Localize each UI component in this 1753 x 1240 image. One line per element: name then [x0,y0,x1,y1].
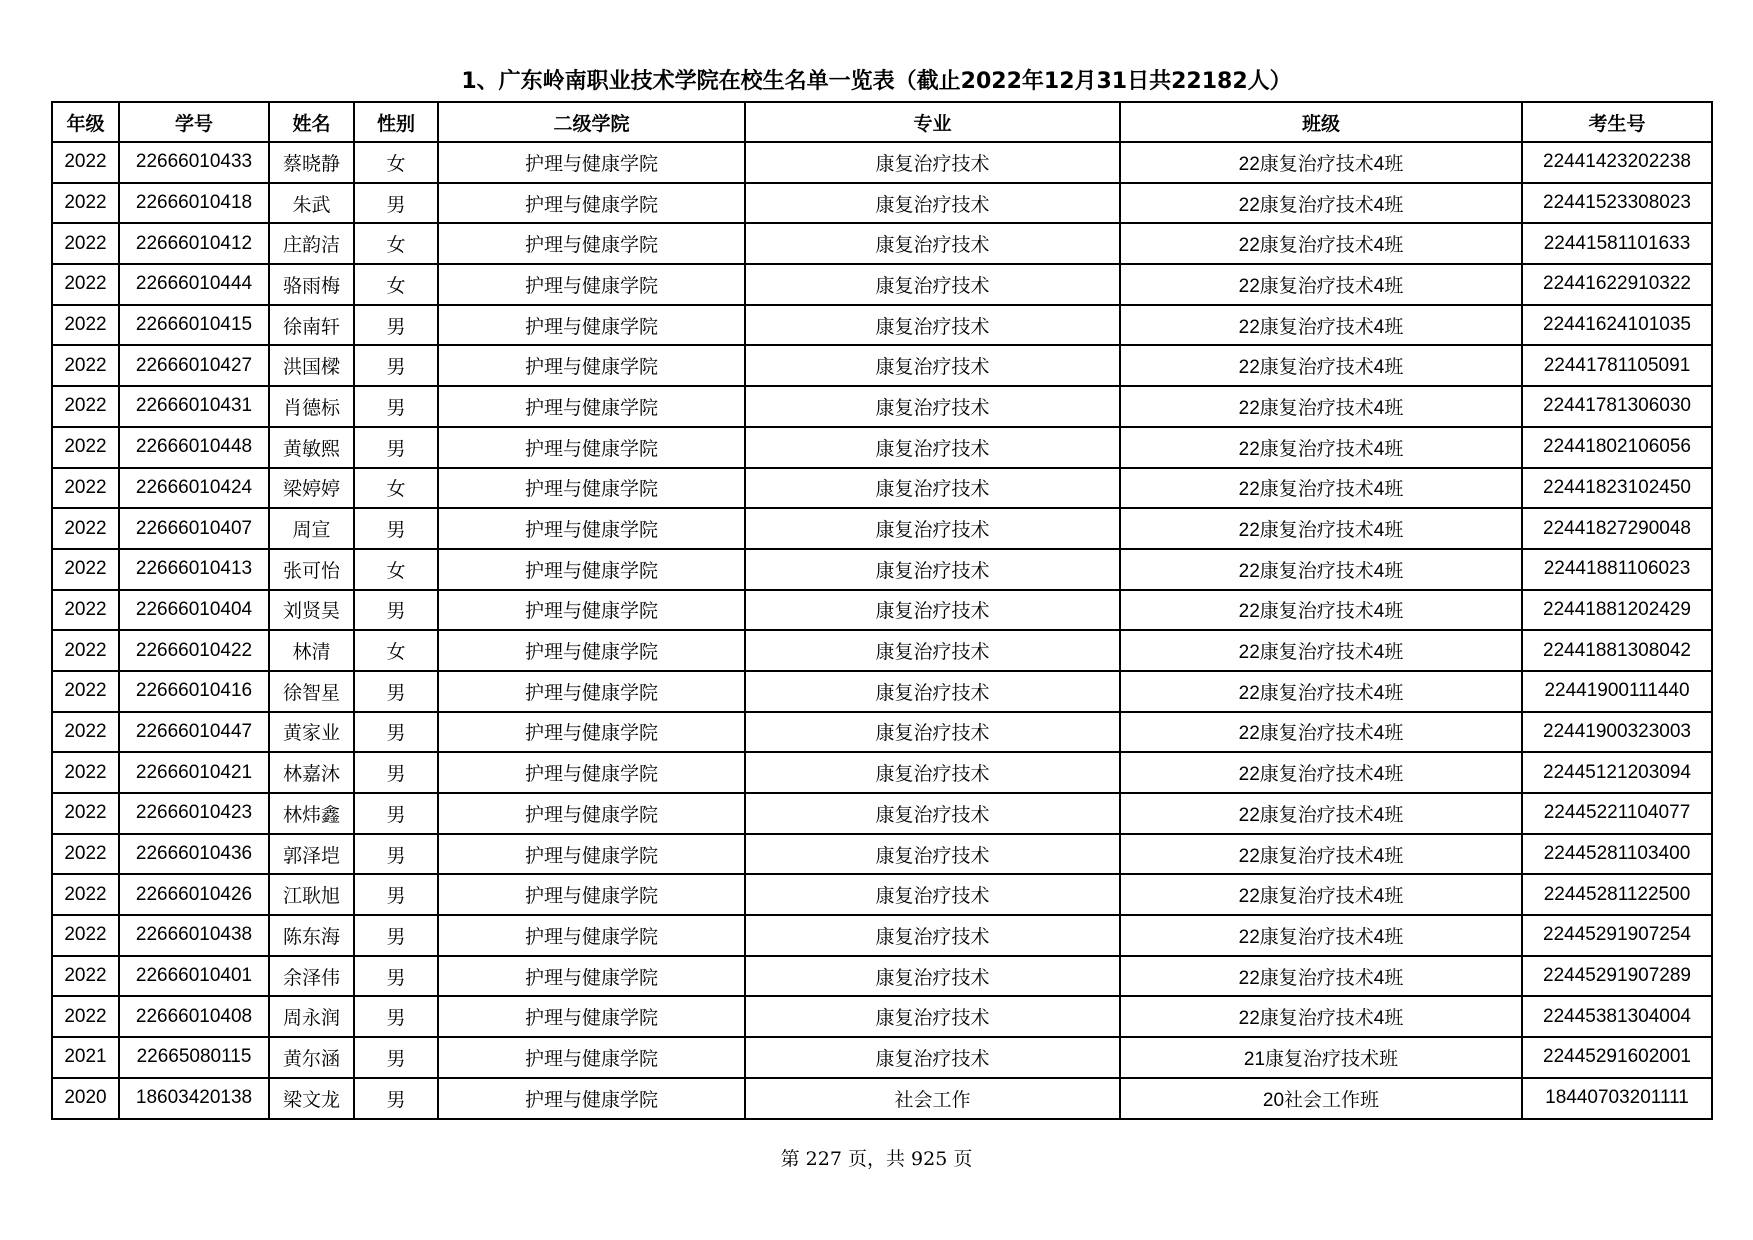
table-row [52,386,1712,427]
major-cell: 康复治疗技术 [745,996,1120,1037]
major-cell: 康复治疗技术 [745,671,1120,712]
class-cell: 22康复治疗技术4班 [1120,305,1522,346]
gender-cell: 男 [354,386,438,427]
class-cell: 22康复治疗技术4班 [1120,630,1522,671]
name-cell: 林清 [269,630,354,671]
name-cell: 林嘉沐 [269,752,354,793]
header-student-id: 学号 [119,102,269,142]
grade-cell: 2022 [52,712,119,753]
exam-number-cell: 22441781105091 [1522,345,1712,386]
name-cell: 洪国樑 [269,345,354,386]
class-cell: 22康复治疗技术4班 [1120,142,1522,183]
class-cell: 22康复治疗技术4班 [1120,345,1522,386]
major-cell: 康复治疗技术 [745,1037,1120,1078]
college-cell: 护理与健康学院 [438,345,745,386]
exam-number-cell: 18440703201111 [1522,1078,1712,1119]
table-row [52,142,1712,183]
exam-number-cell: 22441881202429 [1522,590,1712,631]
student-id-cell: 22666010444 [119,264,269,305]
grade-cell: 2022 [52,590,119,631]
student-id-cell: 22666010448 [119,427,269,468]
major-cell: 康复治疗技术 [745,793,1120,834]
college-cell: 护理与健康学院 [438,671,745,712]
gender-cell: 男 [354,956,438,997]
class-cell: 22康复治疗技术4班 [1120,793,1522,834]
student-id-cell: 18603420138 [119,1078,269,1119]
name-cell: 徐南轩 [269,305,354,346]
exam-number-cell: 22441423202238 [1522,142,1712,183]
exam-number-cell: 22441827290048 [1522,508,1712,549]
major-cell: 康复治疗技术 [745,508,1120,549]
exam-number-cell: 22441900111440 [1522,671,1712,712]
major-cell: 康复治疗技术 [745,590,1120,631]
name-cell: 徐智星 [269,671,354,712]
table-row [52,427,1712,468]
student-id-cell: 22666010423 [119,793,269,834]
name-cell: 林炜鑫 [269,793,354,834]
gender-cell: 女 [354,264,438,305]
exam-number-cell: 22445221104077 [1522,793,1712,834]
table-row [52,752,1712,793]
exam-number-cell: 22441781306030 [1522,386,1712,427]
college-cell: 护理与健康学院 [438,712,745,753]
college-cell: 护理与健康学院 [438,508,745,549]
header-major: 专业 [745,102,1120,142]
college-cell: 护理与健康学院 [438,183,745,224]
gender-cell: 男 [354,793,438,834]
table-row [52,956,1712,997]
exam-number-cell: 22441881308042 [1522,630,1712,671]
class-cell: 22康复治疗技术4班 [1120,183,1522,224]
name-cell: 梁婷婷 [269,468,354,509]
class-cell: 22康复治疗技术4班 [1120,752,1522,793]
gender-cell: 男 [354,1078,438,1119]
gender-cell: 女 [354,468,438,509]
table-row [52,712,1712,753]
exam-number-cell: 22441881106023 [1522,549,1712,590]
table-row [52,793,1712,834]
student-id-cell: 22666010404 [119,590,269,631]
class-cell: 22康复治疗技术4班 [1120,386,1522,427]
gender-cell: 男 [354,1037,438,1078]
name-cell: 肖德标 [269,386,354,427]
student-id-cell: 22666010438 [119,915,269,956]
name-cell: 周宣 [269,508,354,549]
gender-cell: 男 [354,834,438,875]
grade-cell: 2022 [52,345,119,386]
major-cell: 康复治疗技术 [745,305,1120,346]
page-footer: 第 227 页，共 925 页 [780,1148,973,1170]
exam-number-cell: 22445291602001 [1522,1037,1712,1078]
student-id-cell: 22666010416 [119,671,269,712]
college-cell: 护理与健康学院 [438,549,745,590]
document-title: 1、广东岭南职业技术学院在校生名单一览表（截止2022年12月31日共22182人） [461,69,1292,94]
exam-number-cell: 22445381304004 [1522,996,1712,1037]
major-cell: 康复治疗技术 [745,345,1120,386]
table-row [52,834,1712,875]
student-id-cell: 22666010431 [119,386,269,427]
gender-cell: 男 [354,345,438,386]
major-cell: 康复治疗技术 [745,752,1120,793]
college-cell: 护理与健康学院 [438,1078,745,1119]
student-id-cell: 22666010401 [119,956,269,997]
major-cell: 社会工作 [745,1078,1120,1119]
college-cell: 护理与健康学院 [438,142,745,183]
exam-number-cell: 22445281122500 [1522,874,1712,915]
exam-number-cell: 22441900323003 [1522,712,1712,753]
gender-cell: 男 [354,671,438,712]
grade-cell: 2022 [52,834,119,875]
name-cell: 陈东海 [269,915,354,956]
student-id-cell: 22666010408 [119,996,269,1037]
class-cell: 22康复治疗技术4班 [1120,264,1522,305]
gender-cell: 男 [354,183,438,224]
grade-cell: 2022 [52,874,119,915]
name-cell: 骆雨梅 [269,264,354,305]
table-row [52,508,1712,549]
grade-cell: 2022 [52,996,119,1037]
name-cell: 蔡晓静 [269,142,354,183]
college-cell: 护理与健康学院 [438,223,745,264]
gender-cell: 女 [354,549,438,590]
class-cell: 22康复治疗技术4班 [1120,712,1522,753]
grade-cell: 2021 [52,1037,119,1078]
name-cell: 黄尔涵 [269,1037,354,1078]
class-cell: 21康复治疗技术班 [1120,1037,1522,1078]
name-cell: 朱武 [269,183,354,224]
gender-cell: 男 [354,996,438,1037]
gender-cell: 女 [354,630,438,671]
student-id-cell: 22666010426 [119,874,269,915]
grade-cell: 2022 [52,427,119,468]
class-cell: 22康复治疗技术4班 [1120,671,1522,712]
college-cell: 护理与健康学院 [438,834,745,875]
major-cell: 康复治疗技术 [745,834,1120,875]
grade-cell: 2022 [52,142,119,183]
college-cell: 护理与健康学院 [438,752,745,793]
college-cell: 护理与健康学院 [438,468,745,509]
class-cell: 22康复治疗技术4班 [1120,549,1522,590]
student-id-cell: 22666010427 [119,345,269,386]
gender-cell: 男 [354,305,438,346]
grade-cell: 2022 [52,630,119,671]
header-grade: 年级 [52,102,119,142]
student-id-cell: 22666010418 [119,183,269,224]
header-class: 班级 [1120,102,1522,142]
table-row [52,345,1712,386]
student-id-cell: 22666010407 [119,508,269,549]
college-cell: 护理与健康学院 [438,264,745,305]
header-gender: 性别 [354,102,438,142]
grade-cell: 2020 [52,1078,119,1119]
gender-cell: 男 [354,874,438,915]
gender-cell: 男 [354,427,438,468]
student-id-cell: 22666010424 [119,468,269,509]
grade-cell: 2022 [52,305,119,346]
exam-number-cell: 22445121203094 [1522,752,1712,793]
gender-cell: 男 [354,508,438,549]
table-row [52,305,1712,346]
grade-cell: 2022 [52,508,119,549]
major-cell: 康复治疗技术 [745,712,1120,753]
college-cell: 护理与健康学院 [438,874,745,915]
name-cell: 刘贤昊 [269,590,354,631]
college-cell: 护理与健康学院 [438,386,745,427]
class-cell: 22康复治疗技术4班 [1120,427,1522,468]
table-row [52,183,1712,224]
grade-cell: 2022 [52,671,119,712]
gender-cell: 男 [354,752,438,793]
grade-cell: 2022 [52,183,119,224]
gender-cell: 男 [354,915,438,956]
college-cell: 护理与健康学院 [438,1037,745,1078]
name-cell: 黄敏熙 [269,427,354,468]
major-cell: 康复治疗技术 [745,468,1120,509]
student-id-cell: 22666010421 [119,752,269,793]
gender-cell: 女 [354,142,438,183]
student-id-cell: 22666010433 [119,142,269,183]
header-name: 姓名 [269,102,354,142]
table-row [52,549,1712,590]
student-id-cell: 22666010412 [119,223,269,264]
class-cell: 22康复治疗技术4班 [1120,956,1522,997]
class-cell: 22康复治疗技术4班 [1120,590,1522,631]
gender-cell: 男 [354,712,438,753]
table-row [52,996,1712,1037]
class-cell: 22康复治疗技术4班 [1120,508,1522,549]
table-row [52,468,1712,509]
header-college: 二级学院 [438,102,745,142]
class-cell: 20社会工作班 [1120,1078,1522,1119]
exam-number-cell: 22445291907289 [1522,956,1712,997]
college-cell: 护理与健康学院 [438,305,745,346]
exam-number-cell: 22441523308023 [1522,183,1712,224]
name-cell: 张可怡 [269,549,354,590]
major-cell: 康复治疗技术 [745,549,1120,590]
header-exam-number: 考生号 [1522,102,1712,142]
college-cell: 护理与健康学院 [438,915,745,956]
class-cell: 22康复治疗技术4班 [1120,915,1522,956]
grade-cell: 2022 [52,223,119,264]
name-cell: 梁文龙 [269,1078,354,1119]
college-cell: 护理与健康学院 [438,793,745,834]
college-cell: 护理与健康学院 [438,630,745,671]
grade-cell: 2022 [52,793,119,834]
exam-number-cell: 22441802106056 [1522,427,1712,468]
college-cell: 护理与健康学院 [438,427,745,468]
class-cell: 22康复治疗技术4班 [1120,874,1522,915]
gender-cell: 女 [354,223,438,264]
exam-number-cell: 22441624101035 [1522,305,1712,346]
grade-cell: 2022 [52,549,119,590]
class-cell: 22康复治疗技术4班 [1120,996,1522,1037]
table-body [52,142,1712,1119]
table-header-row [52,102,1712,142]
student-id-cell: 22666010413 [119,549,269,590]
major-cell: 康复治疗技术 [745,874,1120,915]
class-cell: 22康复治疗技术4班 [1120,468,1522,509]
grade-cell: 2022 [52,915,119,956]
college-cell: 护理与健康学院 [438,956,745,997]
major-cell: 康复治疗技术 [745,427,1120,468]
grade-cell: 2022 [52,956,119,997]
major-cell: 康复治疗技术 [745,915,1120,956]
table-row [52,590,1712,631]
gender-cell: 男 [354,590,438,631]
college-cell: 护理与健康学院 [438,996,745,1037]
exam-number-cell: 22445281103400 [1522,834,1712,875]
major-cell: 康复治疗技术 [745,142,1120,183]
table-row [52,630,1712,671]
student-id-cell: 22666010447 [119,712,269,753]
exam-number-cell: 22441823102450 [1522,468,1712,509]
student-id-cell: 22666010422 [119,630,269,671]
table-row [52,915,1712,956]
name-cell: 周永润 [269,996,354,1037]
major-cell: 康复治疗技术 [745,264,1120,305]
grade-cell: 2022 [52,264,119,305]
name-cell: 郭泽垲 [269,834,354,875]
exam-number-cell: 22441581101633 [1522,223,1712,264]
major-cell: 康复治疗技术 [745,630,1120,671]
exam-number-cell: 22441622910322 [1522,264,1712,305]
table-row [52,1037,1712,1078]
exam-number-cell: 22445291907254 [1522,915,1712,956]
grade-cell: 2022 [52,752,119,793]
name-cell: 庄韵洁 [269,223,354,264]
major-cell: 康复治疗技术 [745,183,1120,224]
major-cell: 康复治疗技术 [745,956,1120,997]
name-cell: 余泽伟 [269,956,354,997]
table-row [52,1078,1712,1119]
grade-cell: 2022 [52,468,119,509]
student-id-cell: 22666010436 [119,834,269,875]
student-roster-table [51,101,1713,1120]
grade-cell: 2022 [52,386,119,427]
table-row [52,671,1712,712]
table-row [52,223,1712,264]
major-cell: 康复治疗技术 [745,386,1120,427]
student-id-cell: 22666010415 [119,305,269,346]
class-cell: 22康复治疗技术4班 [1120,223,1522,264]
major-cell: 康复治疗技术 [745,223,1120,264]
table-row [52,264,1712,305]
student-id-cell: 22665080115 [119,1037,269,1078]
class-cell: 22康复治疗技术4班 [1120,834,1522,875]
college-cell: 护理与健康学院 [438,590,745,631]
name-cell: 黄家业 [269,712,354,753]
table-row [52,874,1712,915]
name-cell: 江耿旭 [269,874,354,915]
